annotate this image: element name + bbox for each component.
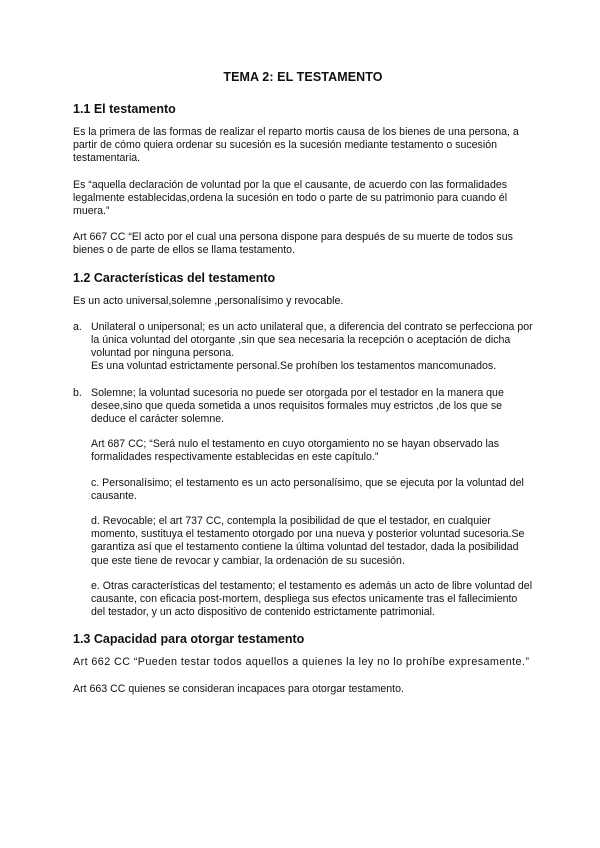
- list-item-text: Es una voluntad estrictamente personal.Se prohíben los testamentos mancomunados.: [91, 360, 497, 373]
- paragraph: Art 663 CC quienes se consideran incapaces para otorgar testamento.: [73, 682, 404, 695]
- section-heading-1-2: 1.2 Características del testamento: [73, 270, 276, 285]
- paragraph: Es un acto universal,solemne ,personalísimo y revocable.: [73, 294, 344, 307]
- paragraph: e. Otras características del testamento; el testamento es además un acto de libre voluntad del causante, con eficacia post-mortem, despliega sus efectos unicamente tras el fallecimiento del testador, y un acto dispositivo de contenido estrictamente patrimonial.: [91, 579, 533, 619]
- paragraph: Art 687 CC; “Será nulo el testamento en cuyo otorgamiento no se hayan observado las formalidades respectivamente establecidas en este capítulo.”: [91, 438, 500, 464]
- list-item-text: Solemne; la voluntad sucesoria no puede ser otorgada por el testador en la manera que desee,sino que queda sometida a unos requisitos formales muy estrictos ,de los que se deduce el carácter solemne.: [91, 386, 504, 426]
- paragraph: Art 662 CC “Pueden testar todos aquellos a quienes la ley no lo prohíbe expresamente.”: [73, 656, 530, 669]
- paragraph: Es la primera de las formas de realizar el reparto mortis causa de los bienes de una persona, a partir de cómo quiera ordenar su sucesión es la sucesión mediante testamento o sucesión testamentaria.: [73, 126, 519, 165]
- paragraph: d. Revocable; el art 737 CC, contempla la posibilidad de que el testador, en cualquier momento, sustituya el testamento otorgado por una nueva y posterior voluntad sucesoria.Se garantiza así que el testamento contiene la última voluntad del testador, dada la posibilidad que este tiene de revocar y cambiar, la ordenación de su sucesión.: [91, 515, 525, 567]
- section-heading-1-1: 1.1 El testamento: [73, 102, 176, 116]
- list-marker: a.: [73, 320, 82, 333]
- paragraph: c. Personalísimo; el testamento es un acto personalísimo, que se ejecuta por la voluntad del causante.: [91, 476, 524, 502]
- list-marker: b.: [73, 386, 82, 399]
- list-item-text: Unilateral o unipersonal; es un acto unilateral que, a diferencia del contrato se perfecciona por la única voluntad del otorgante ,sin que sea necesaria la recepción o aceptación de dicha voluntad por ninguna persona.: [91, 320, 533, 360]
- section-heading-1-3: 1.3 Capacidad para otorgar testamento: [73, 632, 305, 647]
- document-title: TEMA 2: EL TESTAMENTO: [223, 70, 383, 84]
- list-item-a: [73, 321, 533, 374]
- list-item-b: [73, 387, 533, 620]
- document-body: [73, 70, 533, 709]
- paragraph: Art 667 CC “El acto por el cual una persona dispone para después de su muerte de todos sus bienes o de parte de ellos se llama testamento.: [73, 231, 513, 257]
- paragraph: Es “aquella declaración de voluntad por la que el causante, de acuerdo con las formalidades legalmente establecidas,ordena la sucesión en todo o parte de su patrimonio para cuando él muera.”: [73, 178, 508, 218]
